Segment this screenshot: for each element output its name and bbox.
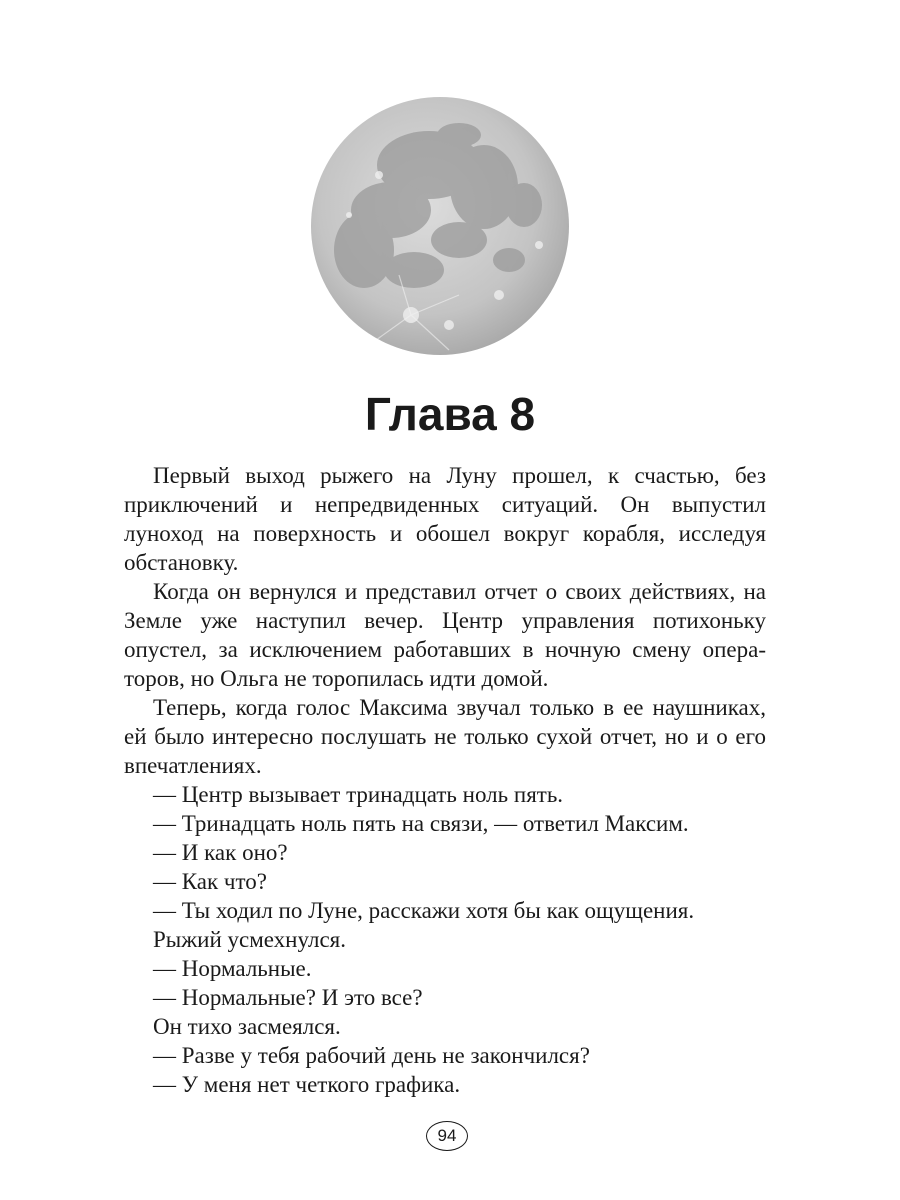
dialogue-line: — У меня нет четкого графика.	[153, 1072, 461, 1097]
dialogue-line: — Нормальные? И это все?	[153, 985, 423, 1010]
dialogue-line: — Ты ходил по Луне, расскажи хотя бы как ощущения.	[153, 898, 695, 923]
dialogue-line: — Тринадцать ноль пять на связи, — ответил Максим.	[153, 811, 689, 836]
dialogue-line: — И как оно?	[153, 840, 288, 865]
moon-illustration	[309, 95, 571, 357]
chapter-text	[124, 461, 766, 1099]
dialogue-line: — Разве у тебя рабочий день не закончился?	[153, 1043, 590, 1068]
dialogue-line: — Как что?	[153, 869, 267, 894]
moon-image	[309, 95, 571, 357]
dialogue-line: Он тихо засмеялся.	[153, 1014, 341, 1039]
page-number: 94	[426, 1121, 468, 1151]
paragraph: Когда он вернулся и представил отчет о своих действиях, на Земле уже наступил вечер. Центр управления потихоньку опустел, за исключением работавших в ночную смену операторов, но Ольга не торопилась идти домой.	[124, 579, 766, 691]
paragraph: Теперь, когда голос Максима звучал только в ее наушниках, ей было интересно послушать не только сухой отчет, но и о его впечатлениях.	[124, 695, 766, 778]
paragraph: Первый выход рыжего на Луну прошел, к счастью, без приключений и непредвиденных ситуаций. Он выпустил луноход на поверхность и обошел вокруг корабля, исследуя обстановку.	[124, 463, 766, 575]
dialogue-line: — Нормальные.	[153, 956, 312, 981]
chapter-title: Глава 8	[364, 388, 536, 440]
dialogue-line: — Центр вызывает тринадцать ноль пять.	[153, 782, 564, 807]
dialogue-line: Рыжий усмехнулся.	[153, 927, 346, 952]
